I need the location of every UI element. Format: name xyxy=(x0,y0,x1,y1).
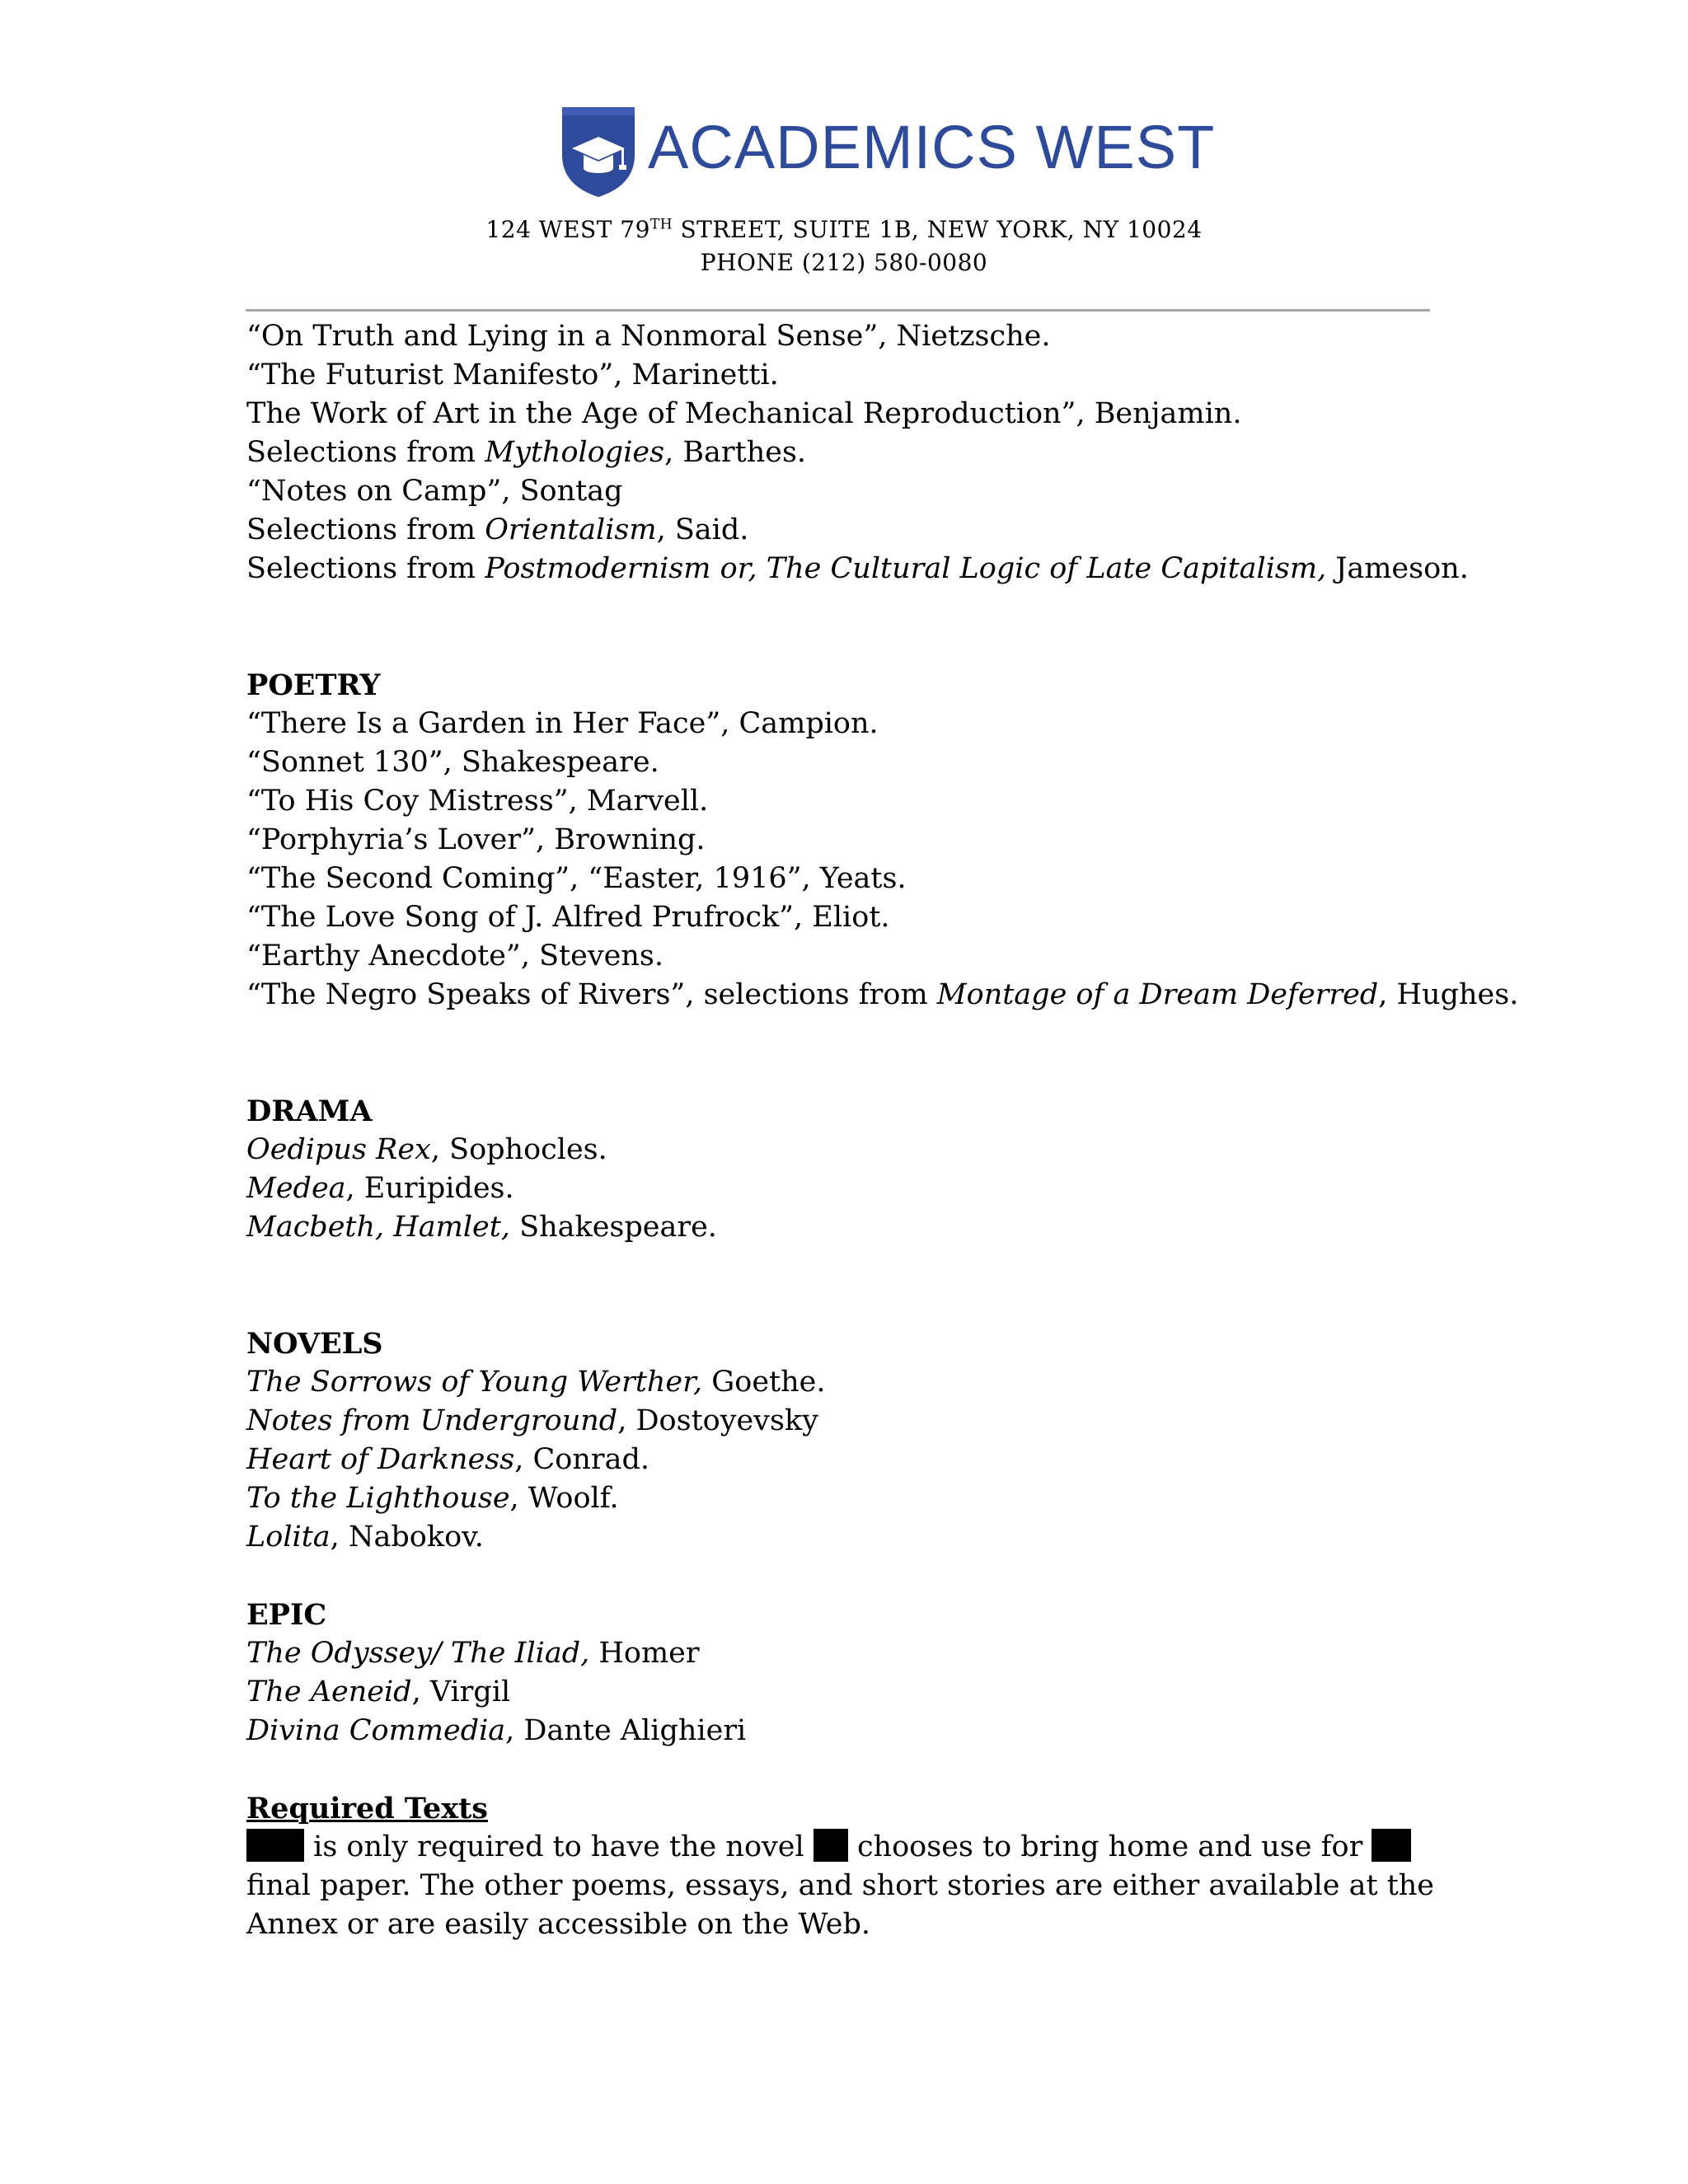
item-text: Selections from xyxy=(246,552,485,585)
item-author: , Woolf. xyxy=(509,1482,619,1515)
item-title: Oedipus Rex xyxy=(246,1133,431,1166)
item-text: Selections from xyxy=(246,513,485,546)
required-texts-paragraph xyxy=(246,1828,1437,1944)
epic-heading: EPIC xyxy=(246,1598,327,1632)
header-divider xyxy=(246,309,1430,312)
address-ordinal: TH xyxy=(649,216,673,233)
list-item xyxy=(246,937,1437,976)
item-title: Macbeth, Hamlet, xyxy=(246,1211,510,1244)
logo-wordmark: ACADEMICS WEST xyxy=(648,113,1216,181)
item-title: The Aeneid xyxy=(246,1675,412,1708)
item-author: , Conrad. xyxy=(514,1443,650,1476)
redaction-box xyxy=(814,1829,848,1862)
list-item xyxy=(246,898,1437,937)
required-texts-heading: Required Texts xyxy=(246,1792,488,1825)
item-title: Notes from Underground xyxy=(246,1404,618,1437)
list-item xyxy=(246,1208,1437,1247)
essays-section xyxy=(246,317,1469,588)
drama-heading: DRAMA xyxy=(246,1094,373,1128)
item-text: “To His Coy Mistress”, Marvell. xyxy=(246,785,709,818)
item-author: Goethe. xyxy=(702,1366,826,1399)
list-item xyxy=(246,511,1437,550)
list-item xyxy=(246,1402,1437,1441)
list-item xyxy=(246,1441,1437,1479)
item-title: The Sorrows of Young Werther, xyxy=(246,1366,703,1399)
item-author: , Barthes. xyxy=(664,436,807,469)
address-rest: STREET, SUITE 1B, NEW YORK, NY 10024 xyxy=(673,216,1203,243)
list-item xyxy=(246,782,1437,821)
item-author: , Sophocles. xyxy=(430,1133,607,1166)
novels-heading: NOVELS xyxy=(246,1327,383,1361)
required-text-segment: is only required to have the novel xyxy=(304,1830,814,1863)
item-author: , Dostoyevsky xyxy=(617,1404,818,1437)
item-text: “There Is a Garden in Her Face”, Campion. xyxy=(246,707,879,740)
item-title: Postmodernism or, The Cultural Logic of Late Capitalism, xyxy=(485,552,1327,585)
poetry-section xyxy=(246,705,1519,1015)
list-item xyxy=(246,743,1437,782)
item-author: , Hughes. xyxy=(1378,978,1519,1011)
list-item xyxy=(246,1479,1437,1518)
item-text: “Porphyria’s Lover”, Browning. xyxy=(246,823,706,856)
item-title: Heart of Darkness xyxy=(246,1443,515,1476)
list-item xyxy=(246,317,1437,356)
reading-list xyxy=(246,317,1519,1944)
novels-section xyxy=(246,1363,1437,1557)
item-title: Orientalism xyxy=(485,513,657,546)
item-title: Mythologies xyxy=(485,436,665,469)
item-author: Jameson. xyxy=(1326,552,1469,585)
item-author: , Dante Alighieri xyxy=(505,1714,747,1747)
list-item xyxy=(246,705,1437,743)
item-text: “The Futurist Manifesto”, Marinetti. xyxy=(246,359,779,391)
phone-line: PHONE (212) 580-0080 xyxy=(700,249,988,276)
item-title: Medea xyxy=(246,1172,346,1205)
poetry-heading: POETRY xyxy=(246,668,381,702)
list-item xyxy=(246,434,1437,472)
item-title: To the Lighthouse xyxy=(246,1482,510,1515)
item-title: Lolita xyxy=(246,1521,331,1554)
list-item xyxy=(246,1169,1437,1208)
redaction-box xyxy=(246,1829,304,1862)
item-author: Homer xyxy=(589,1637,700,1670)
item-author: , Virgil xyxy=(411,1675,511,1708)
mortarboard-shield-icon xyxy=(559,104,638,199)
list-item xyxy=(246,356,1437,395)
redaction-box xyxy=(1372,1829,1411,1862)
item-text: The Work of Art in the Age of Mechanical Reproduction”, Benjamin. xyxy=(246,397,1242,430)
item-title: Divina Commedia xyxy=(246,1714,506,1747)
list-item xyxy=(246,1518,1437,1557)
item-author: , Nabokov. xyxy=(330,1521,484,1554)
item-text: “On Truth and Lying in a Nonmoral Sense”, Nietzsche. xyxy=(246,320,1051,353)
list-item xyxy=(246,821,1437,860)
item-text: “Notes on Camp”, Sontag xyxy=(246,475,623,508)
item-text: “The Negro Speaks of Rivers”, selections from xyxy=(246,978,937,1011)
required-text-segment: final xyxy=(246,1869,311,1902)
list-item xyxy=(246,395,1437,434)
item-text: “Sonnet 130”, Shakespeare. xyxy=(246,746,659,779)
item-author: , Said. xyxy=(656,513,749,546)
required-text-segment: chooses to bring home and use for xyxy=(847,1830,1372,1863)
list-item xyxy=(246,1634,1437,1673)
list-item xyxy=(246,550,1469,588)
list-item xyxy=(246,860,1437,898)
list-item xyxy=(246,976,1519,1015)
item-text: Selections from xyxy=(246,436,485,469)
list-item xyxy=(246,1712,1437,1750)
item-text: “The Second Coming”, “Easter, 1916”, Yeats. xyxy=(246,862,907,895)
list-item xyxy=(246,1673,1437,1712)
list-item xyxy=(246,472,1437,511)
item-author: , Euripides. xyxy=(345,1172,514,1205)
required-text-segment: paper. The other poems, essays, and short stories are either available at the Annex or are easily accessible on the Web. xyxy=(246,1869,1435,1941)
item-text: “The Love Song of J. Alfred Prufrock”, Eliot. xyxy=(246,901,890,934)
epic-section xyxy=(246,1634,1437,1750)
item-author: Shakespeare. xyxy=(509,1211,717,1244)
item-title: Montage of a Dream Deferred xyxy=(936,978,1379,1011)
item-text: “Earthy Anecdote”, Stevens. xyxy=(246,940,663,972)
academics-west-logo xyxy=(559,104,1216,199)
item-title: The Odyssey/ The Iliad, xyxy=(246,1637,590,1670)
address-line xyxy=(0,216,1688,243)
list-item xyxy=(246,1131,1437,1169)
list-item xyxy=(246,1363,1437,1402)
address-street-number: 124 WEST 79 xyxy=(485,216,650,243)
letterhead xyxy=(0,0,1688,313)
drama-section xyxy=(246,1131,1437,1247)
